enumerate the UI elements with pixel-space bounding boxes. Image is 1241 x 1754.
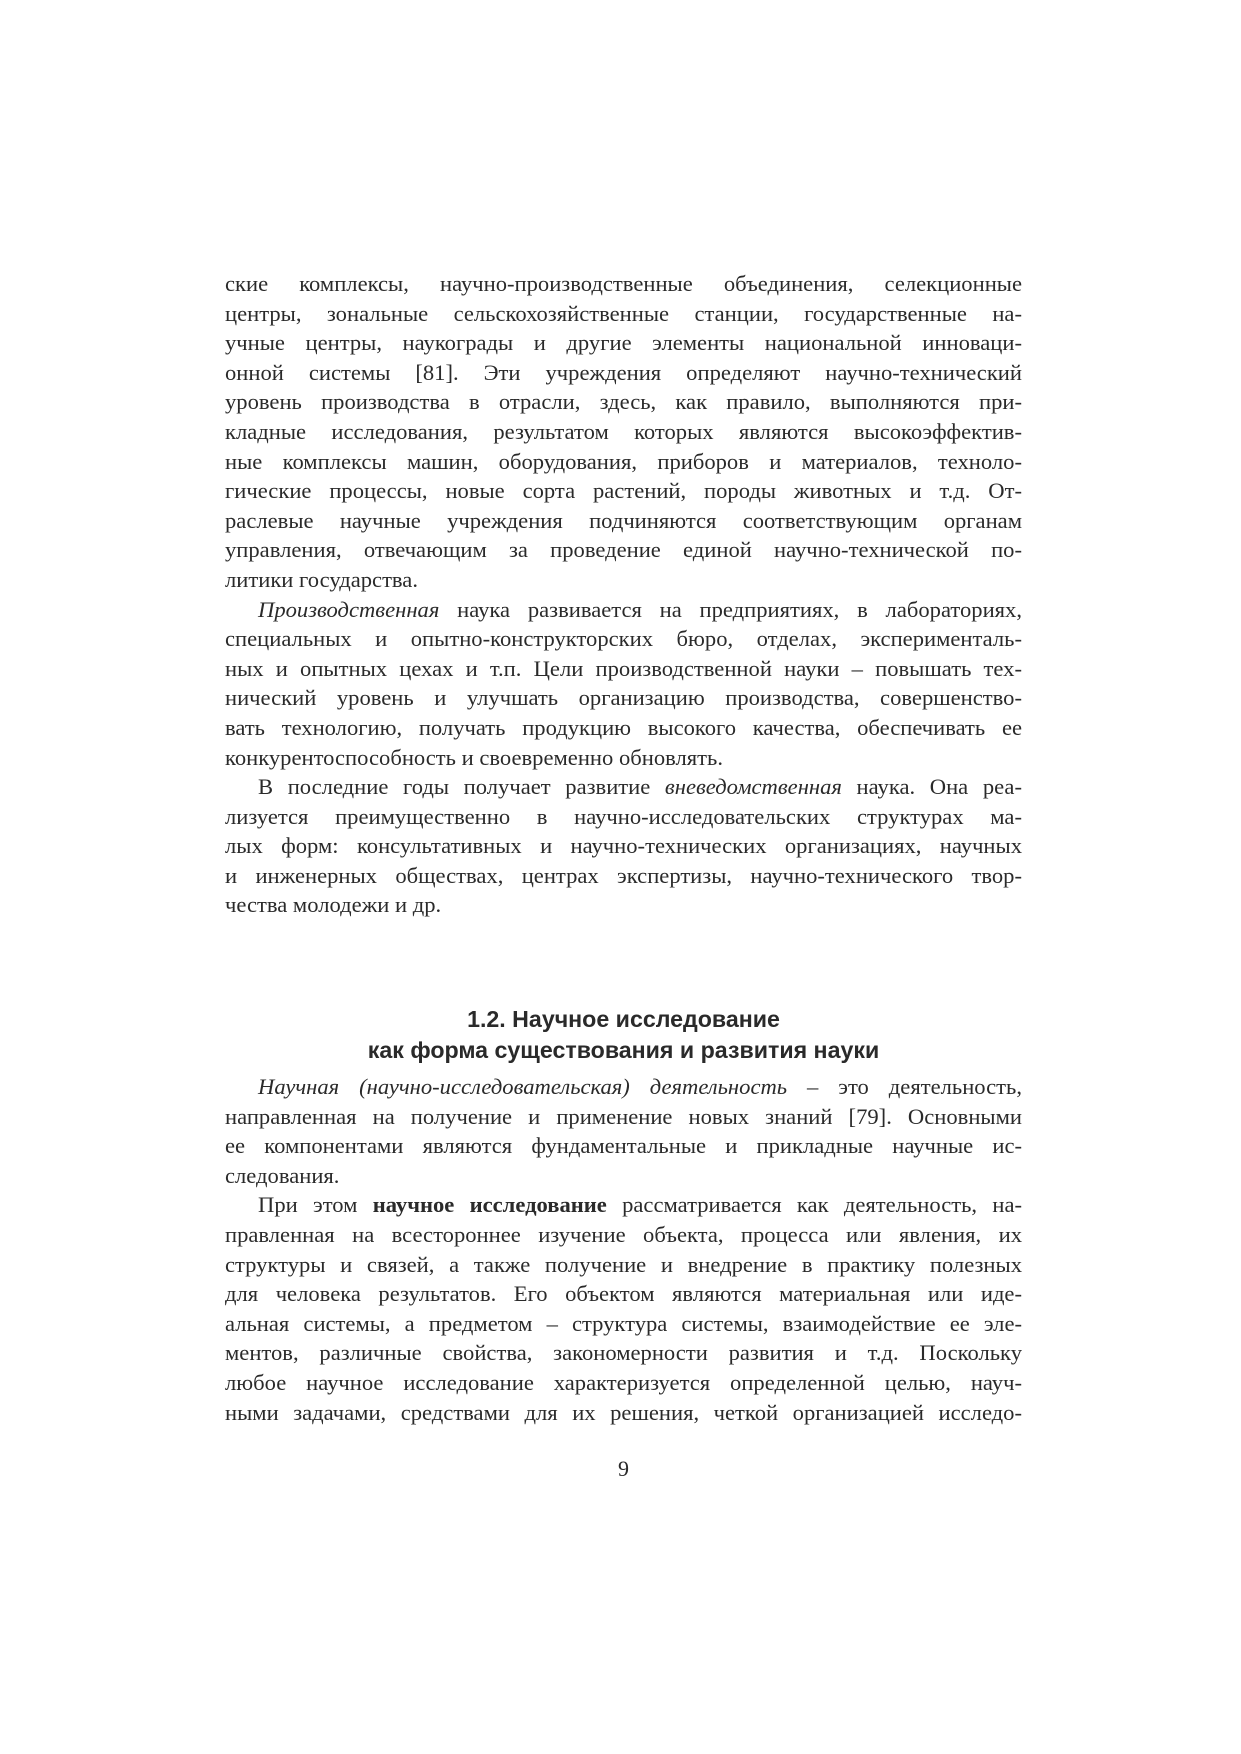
text-run: – это деятельность, [787, 1074, 1023, 1099]
text-run: любое научное исследование характеризуется определенной целью, науч- [225, 1369, 1022, 1395]
text-line [225, 683, 1022, 713]
text-run: При этом [258, 1192, 373, 1218]
text-run: альная системы, а предметом – структура системы, взаимодействие ее эле- [225, 1310, 1022, 1336]
paragraph [225, 595, 1022, 773]
italic-term: Научная (научно-исследовательская) деятельность [258, 1074, 788, 1099]
text-line [225, 1398, 1022, 1428]
text-run: ские комплексы, научно-производственные объединения, селекционные [225, 271, 1022, 296]
section-heading [225, 1004, 1022, 1066]
text-line [225, 772, 1022, 802]
text-line [225, 1161, 1022, 1191]
text-line [225, 447, 1022, 477]
text-line [225, 328, 1022, 358]
text-line [225, 535, 1022, 565]
italic-term: Производственная [258, 596, 440, 622]
text-line [225, 595, 1022, 625]
italic-term: вневедомственная [664, 774, 842, 800]
text-run: ментов, различные свойства, закономерности развития и т.д. Поскольку [225, 1340, 1022, 1366]
text-line [225, 1368, 1022, 1398]
text-line [225, 1338, 1022, 1368]
text-line [225, 713, 1022, 743]
text-line [225, 654, 1022, 684]
text-run: наука. Она реа- [841, 774, 1022, 800]
text-line [225, 565, 1022, 595]
text-line [225, 1131, 1022, 1161]
text-line [225, 476, 1022, 506]
text-line [225, 743, 1022, 773]
paragraph [225, 1190, 1022, 1427]
text-run: управления, отвечающим за проведение единой научно-технической по- [225, 537, 1022, 563]
text-line [225, 624, 1022, 654]
bold-term: научное исследование [372, 1192, 607, 1218]
text-line [225, 1279, 1022, 1309]
body-text-top [225, 269, 1022, 920]
text-run: структуры и связей, а также получение и внедрение в практику полезных [225, 1251, 1022, 1277]
paragraph [225, 1072, 1022, 1190]
body-text-bottom [225, 1072, 1022, 1427]
text-run: чества молодежи и др. [225, 892, 442, 918]
text-run: центры, зональные сельскохозяйственные станции, государственные на- [225, 300, 1022, 326]
text-line [225, 1309, 1022, 1339]
text-run: раслевые научные учреждения подчиняются соответствующим органам [225, 507, 1022, 533]
text-run: ные комплексы машин, оборудования, приборов и материалов, техноло- [225, 448, 1022, 474]
text-run: для человека результатов. Его объектом являются материальная или иде- [225, 1281, 1022, 1307]
text-run: уровень производства в отрасли, здесь, как правило, выполняются при- [225, 389, 1022, 415]
section-heading-line-1: 1.2. Научное исследование [467, 1006, 780, 1032]
text-run: ными задачами, средствами для их решения, четкой организацией исследо- [225, 1399, 1022, 1425]
text-line [225, 861, 1022, 891]
text-run: направленная на получение и применение новых знаний [79]. Основными [225, 1103, 1022, 1129]
text-line [225, 387, 1022, 417]
section-heading-line-2: как форма существования и развития науки [367, 1037, 880, 1063]
text-run: лизуется преимущественно в научно-исследовательских структурах ма- [225, 803, 1022, 829]
text-line [225, 1072, 1022, 1102]
text-run: лых форм: консультативных и научно-технических организациях, научных [225, 833, 1022, 859]
page-number: 9 [618, 1456, 629, 1481]
paragraph [225, 269, 1022, 595]
text-run: кладные исследования, результатом которых являются высокоэффектив- [225, 418, 1022, 444]
text-run: конкурентоспособность и своевременно обновлять. [225, 744, 724, 770]
text-run: и инженерных обществах, центрах экспертизы, научно-технического твор- [225, 862, 1022, 888]
text-line [225, 506, 1022, 536]
text-run: онной системы [81]. Эти учреждения определяют научно-технический [225, 359, 1022, 385]
text-line [225, 417, 1022, 447]
text-run: гические процессы, новые сорта растений, породы животных и т.д. От- [225, 478, 1022, 504]
text-line [225, 802, 1022, 832]
text-run: специальных и опытно-конструкторских бюро, отделах, эксперименталь- [225, 626, 1022, 652]
text-line [225, 1102, 1022, 1132]
text-run: следования. [225, 1162, 340, 1188]
text-run: правленная на всестороннее изучение объекта, процесса или явления, их [225, 1221, 1022, 1247]
text-line [225, 1190, 1022, 1220]
text-line [225, 299, 1022, 329]
text-line [225, 831, 1022, 861]
text-line [225, 269, 1022, 299]
text-run: рассматривается как деятельность, на- [606, 1192, 1022, 1218]
text-run: литики государства. [225, 566, 418, 592]
text-run: учные центры, наукограды и другие элементы национальной инноваци- [225, 330, 1022, 356]
text-run: нический уровень и улучшать организацию производства, совершенство- [225, 685, 1022, 711]
paragraph [225, 772, 1022, 920]
text-line [225, 890, 1022, 920]
text-run: ных и опытных цехах и т.п. Цели производственной науки – повышать тех- [225, 655, 1022, 681]
text-line [225, 1220, 1022, 1250]
text-line [225, 358, 1022, 388]
text-run: ее компонентами являются фундаментальные и прикладные научные ис- [225, 1133, 1022, 1159]
text-run: В последние годы получает развитие [258, 774, 665, 800]
text-run: вать технологию, получать продукцию высокого качества, обеспечивать ее [225, 714, 1022, 740]
text-run: наука развивается на предприятиях, в лабораториях, [439, 596, 1022, 622]
text-line [225, 1250, 1022, 1280]
